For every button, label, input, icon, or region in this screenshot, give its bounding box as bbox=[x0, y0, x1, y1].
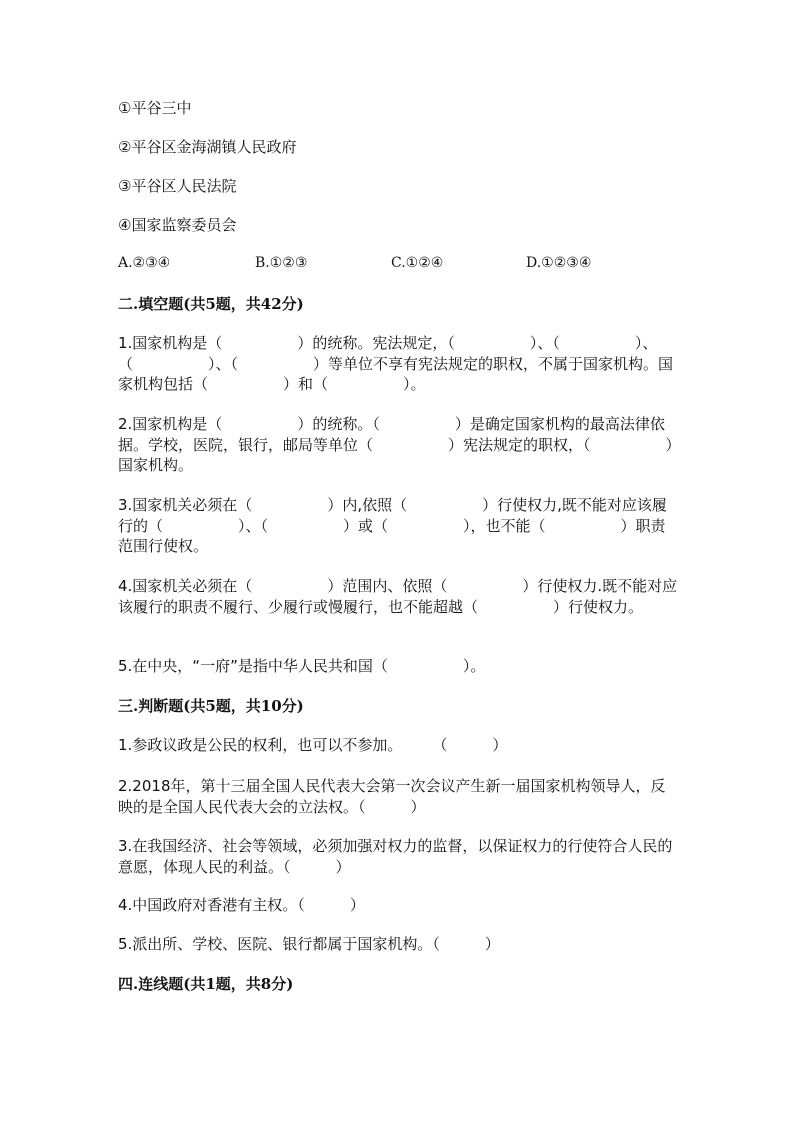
section-heading-matching: 四.连线题(共1题，共8分) bbox=[118, 975, 294, 993]
true-false-question-4: 4.中国政府对香港有主权。（ ） bbox=[118, 896, 365, 914]
choice-b: B.①②③ bbox=[255, 255, 308, 271]
option-4: ④国家监察委员会 bbox=[118, 216, 237, 234]
fill-blank-question-2: 2.国家机构是（ ）的统称。（ ）是确定国家机构的最高法律依据。学校，医院，银行，邮局等单位（ ）宪法规定的职权，（ ）国家机构。 bbox=[118, 415, 674, 474]
choice-c: C.①②④ bbox=[391, 255, 444, 271]
true-false-question-2: 2.2018年，第十三届全国人民代表大会第一次会议产生新一届国家机构领导人，反映的是全国人民代表大会的立法权。（ ） bbox=[118, 777, 666, 816]
fill-blank-question-3: 3.国家机关必须在（ ）内,依照（ ）行使权力,既不能对应该履行的（ ）、（ ）或（ ），也不能（ ）职责范围行使权。 bbox=[118, 496, 667, 555]
answer-choices bbox=[118, 255, 678, 275]
section-heading-fill-blank: 二.填空题(共5题，共42分) bbox=[118, 295, 304, 313]
choice-a: A.②③④ bbox=[118, 255, 171, 271]
option-3: ③平谷区人民法院 bbox=[118, 177, 237, 195]
fill-blank-question-4: 4.国家机关必须在（ ）范围内、依照（ ）行使权力.既不能对应该履行的职责不履行、少履行或慢履行，也不能超越（ ）行使权力。 bbox=[118, 577, 678, 616]
true-false-question-3: 3.在我国经济、社会等领域，必须加强对权力的监督，以保证权力的行使符合人民的意愿，体现人民的利益。（ ） bbox=[118, 837, 673, 876]
fill-blank-question-5: 5.在中央，“一府”是指中华人民共和国（ ）。 bbox=[118, 657, 486, 675]
section-heading-true-false: 三.判断题(共5题，共10分) bbox=[118, 697, 304, 715]
fill-blank-question-1: 1.国家机构是（ ）的统称。宪法规定，（ ）、（ ）、（ ）、（ ）等单位不享有宪法规定的职权，不属于国家机构。国家机构包括（ ）和（ ）。 bbox=[118, 334, 674, 393]
option-1: ①平谷三中 bbox=[118, 99, 192, 117]
choice-d: D.①②③④ bbox=[526, 255, 592, 271]
option-2: ②平谷区金海湖镇人民政府 bbox=[118, 138, 297, 156]
true-false-question-1: 1.参政议政是公民的权利，也可以不参加。 （ ） bbox=[118, 736, 508, 754]
true-false-question-5: 5.派出所、学校、医院、银行都属于国家机构。（ ） bbox=[118, 935, 500, 953]
